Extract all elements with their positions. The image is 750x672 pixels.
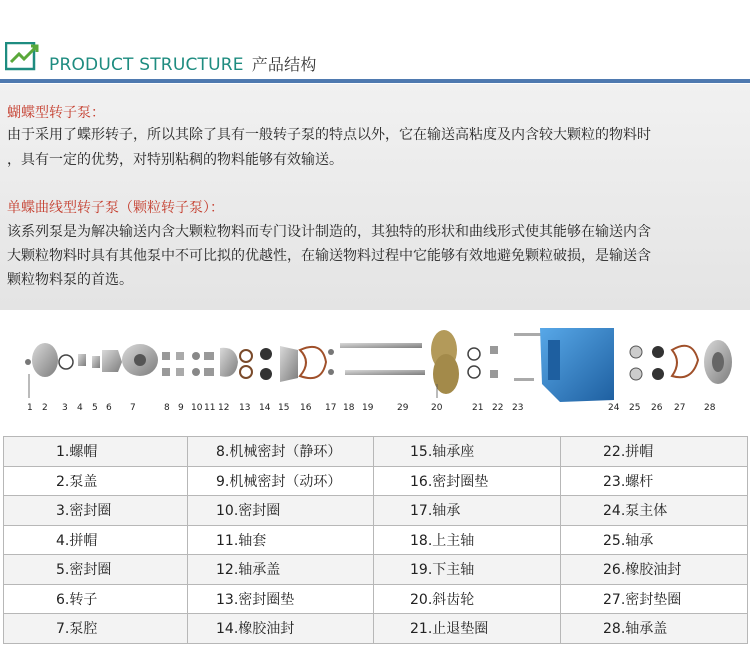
parts-table	[3, 436, 748, 644]
diagram-number: 28	[704, 403, 716, 413]
table-row	[4, 496, 748, 526]
diagram-number: 14	[259, 403, 271, 413]
section2-line3: 颗粒物料泵的首选。	[7, 272, 133, 288]
table-cell: 15.轴承座	[374, 437, 561, 467]
diagram-number: 3	[62, 403, 68, 413]
header-divider	[0, 79, 750, 83]
diagram-number: 9	[178, 403, 184, 413]
section1-title: 蝴蝶型转子泵：	[7, 105, 105, 121]
exploded-diagram	[0, 310, 750, 430]
table-row	[4, 614, 748, 644]
diagram-number: 4	[77, 403, 83, 413]
section2-title: 单蝶曲线型转子泵（颗粒转子泵）：	[7, 200, 224, 216]
bearing-cover-part	[220, 348, 238, 377]
diagram-number: 21	[472, 403, 484, 413]
table-cell: 13.密封圈垫	[188, 584, 374, 614]
diagram-number: 22	[492, 403, 504, 413]
section1-line1: 由于采用了蝶形转子，所以其除了具有一般转子泵的特点以外，它在输送高粘度及内含较大颗粒的物料时	[7, 127, 651, 143]
rotor-part	[102, 350, 122, 372]
seal-ring-part	[59, 355, 73, 369]
table-cell: 28.轴承盖	[561, 614, 748, 644]
table-cell: 11.轴套	[188, 525, 374, 555]
diagram-number: 2	[42, 403, 48, 413]
section2-line1: 该系列泵是为解决输送内含大颗粒物料而专门设计制造的，其独特的形状和曲线形式使其能够在输送内含	[7, 224, 651, 240]
diagram-number: 18	[343, 403, 355, 413]
section1-line2: ，具有一定的优势，对特别粘稠的物料能够有效输送。	[7, 152, 343, 168]
table-row	[4, 525, 748, 555]
table-cell: 18.上主轴	[374, 525, 561, 555]
diagram-number: 12	[218, 403, 230, 413]
pump-body-part	[540, 328, 614, 402]
table-cell: 17.轴承	[374, 496, 561, 526]
pump-cover-part	[25, 343, 58, 377]
diagram-number: 23	[512, 403, 524, 413]
diagram-number: 17	[325, 403, 337, 413]
diagram-number: 16	[300, 403, 312, 413]
diagram-number: 8	[164, 403, 170, 413]
table-cell: 2.泵盖	[4, 466, 188, 496]
logo-icon	[5, 42, 39, 72]
bearing-part	[630, 346, 642, 358]
page-title	[49, 52, 317, 75]
diagram-number: 26	[651, 403, 663, 413]
table-cell: 1.螺帽	[4, 437, 188, 467]
table-cell: 26.橡胶油封	[561, 555, 748, 585]
table-cell: 25.轴承	[561, 525, 748, 555]
table-cell: 16.密封圈垫	[374, 466, 561, 496]
gasket-part	[240, 350, 252, 362]
diagram-number: 19	[362, 403, 374, 413]
table-cell: 22.拼帽	[561, 437, 748, 467]
title-en: PRODUCT STRUCTURE	[49, 55, 244, 75]
diagram-number: 20	[431, 403, 443, 413]
title-cn: 产品结构	[251, 55, 317, 74]
table-row	[4, 437, 748, 467]
diagram-number: 7	[130, 403, 136, 413]
table-cell: 4.拼帽	[4, 525, 188, 555]
table-cell: 23.螺杆	[561, 466, 748, 496]
table-cell: 14.橡胶油封	[188, 614, 374, 644]
end-cover-part	[704, 340, 732, 384]
diagram-number: 6	[106, 403, 112, 413]
table-cell: 5.密封圈	[4, 555, 188, 585]
table-cell: 20.斜齿轮	[374, 584, 561, 614]
table-cell: 6.转子	[4, 584, 188, 614]
diagram-number: 24	[608, 403, 620, 413]
diagram-number: 15	[278, 403, 290, 413]
diagram-number: 10	[191, 403, 203, 413]
helical-gear-part	[431, 330, 459, 394]
lower-shaft-part	[345, 370, 425, 375]
section-header	[0, 0, 750, 84]
table-cell: 19.下主轴	[374, 555, 561, 585]
table-cell: 8.机械密封（静环）	[188, 437, 374, 467]
diagram-number: 5	[92, 403, 98, 413]
pump-chamber-part	[122, 344, 158, 376]
table-cell: 27.密封垫圈	[561, 584, 748, 614]
nut-part	[78, 354, 86, 366]
table-cell: 9.机械密封（动环）	[188, 466, 374, 496]
diagram-number: 25	[629, 403, 641, 413]
small-parts-group	[162, 352, 214, 376]
lock-washer-part	[468, 348, 480, 360]
diagram-number: 13	[239, 403, 251, 413]
diagram-number: 1	[27, 403, 33, 413]
bearing-seat-part	[280, 346, 298, 382]
diagram-number: 11	[204, 403, 216, 413]
table-cell: 12.轴承盖	[188, 555, 374, 585]
diagram-number: 27	[674, 403, 686, 413]
oil-seal-part	[260, 348, 272, 360]
seal-gasket-part	[300, 347, 326, 378]
table-row	[4, 584, 748, 614]
section2-line2: 大颗粒物料时具有其他泵中不可比拟的优越性，在输送物料过程中它能够有效地避免颗粒破损，是输送含	[7, 248, 651, 264]
table-cell: 7.泵腔	[4, 614, 188, 644]
table-row	[4, 555, 748, 585]
table-cell: 10.密封圈	[188, 496, 374, 526]
diagram-number: 29	[397, 403, 409, 413]
table-cell: 21.止退垫圈	[374, 614, 561, 644]
ring-part	[92, 356, 100, 368]
intro-panel	[0, 84, 750, 310]
table-row	[4, 466, 748, 496]
upper-shaft-part	[340, 343, 422, 348]
seal-washer-part	[672, 346, 698, 378]
table-cell: 3.密封圈	[4, 496, 188, 526]
table-cell: 24.泵主体	[561, 496, 748, 526]
